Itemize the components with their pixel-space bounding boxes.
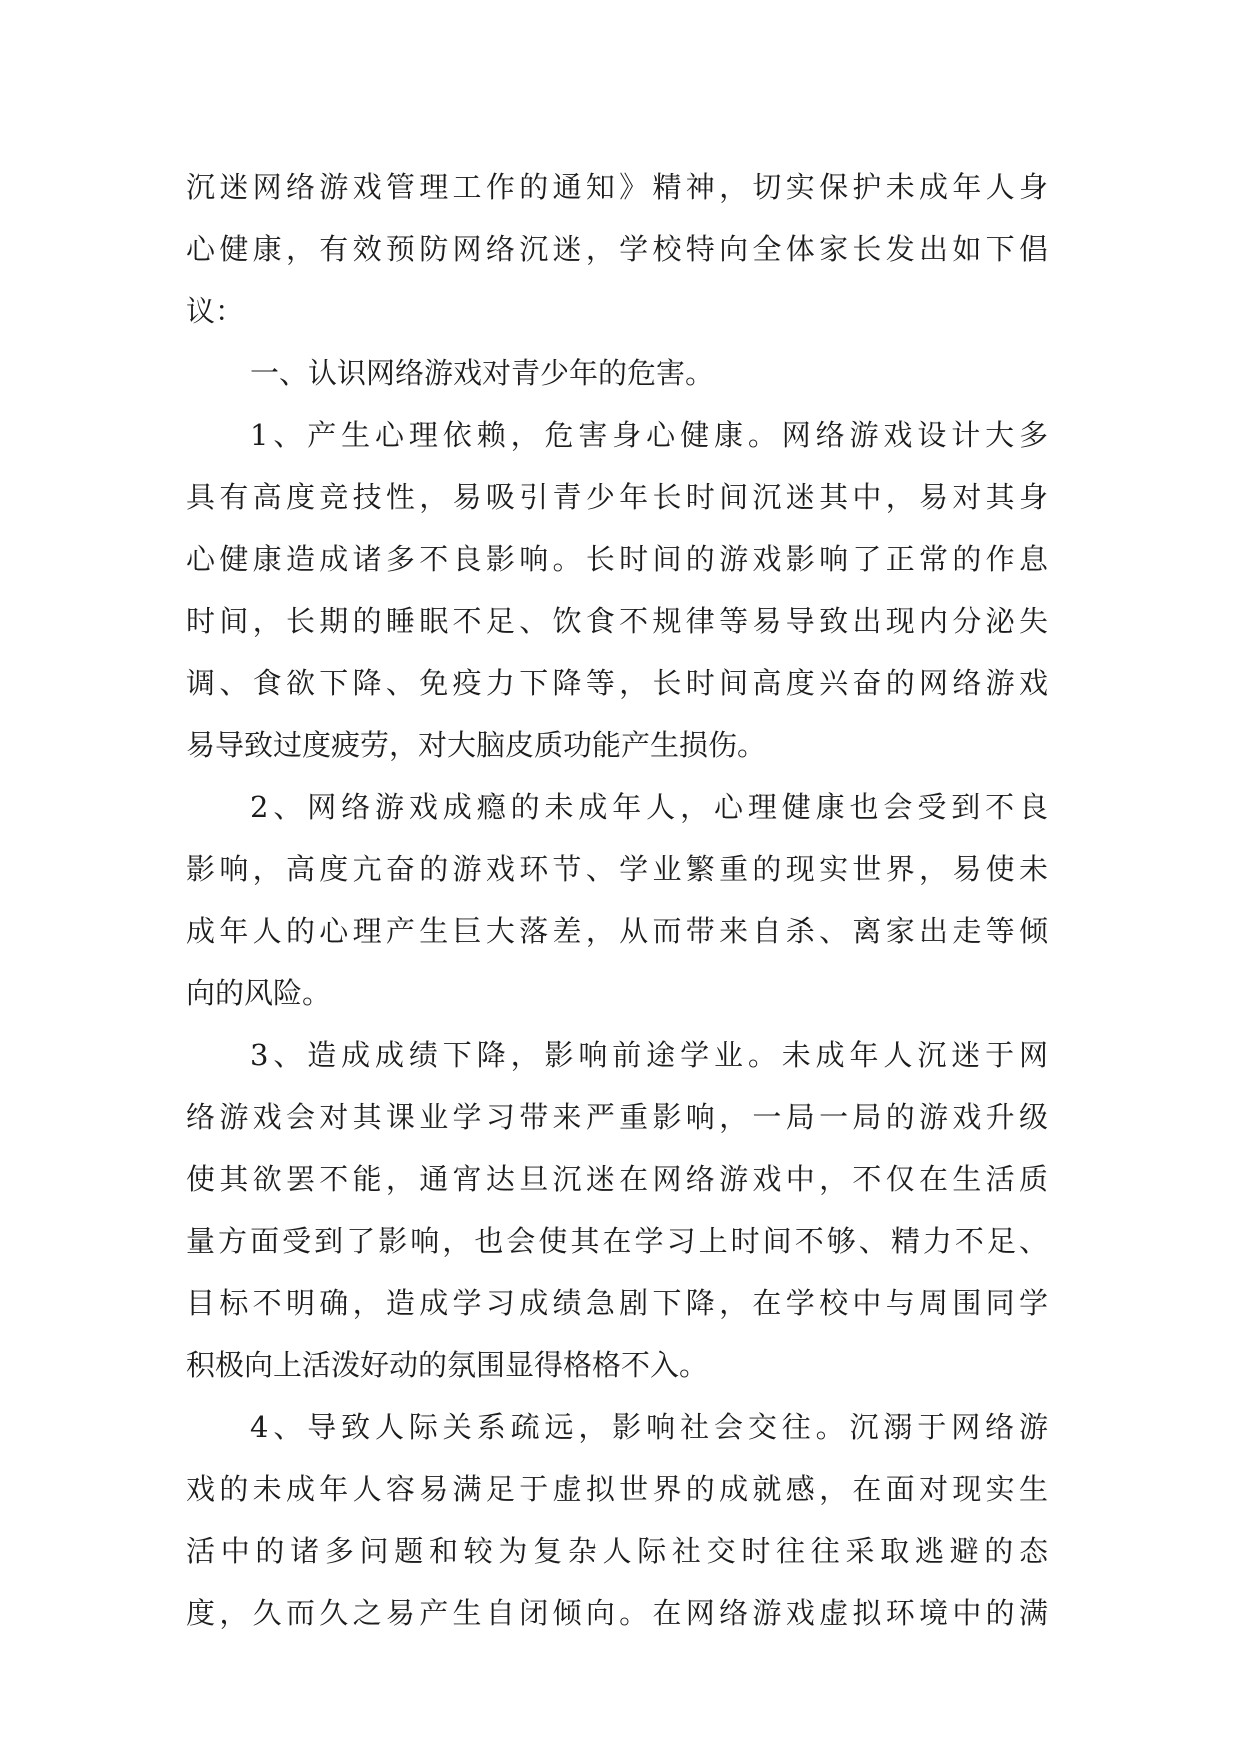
text-line: 2、网络游戏成瘾的未成年人，心理健康也会受到不良: [250, 790, 1048, 824]
section-heading: 一、认识网络游戏对青少年的危害。: [250, 356, 715, 390]
text-line: 积极向上活泼好动的氛围显得格格不入。: [186, 1348, 709, 1382]
text-line: 3、造成成绩下降，影响前途学业。未成年人沉迷于网: [250, 1038, 1048, 1072]
text-line: 向的风险。: [186, 976, 332, 1010]
text-line: 时间，长期的睡眠不足、饮食不规律等易导致出现内分泌失: [186, 604, 1048, 638]
text-line: 活中的诸多问题和较为复杂人际社交时往往采取逃避的态: [186, 1534, 1048, 1568]
text-line: 量方面受到了影响，也会使其在学习上时间不够、精力不足、: [186, 1224, 1048, 1258]
text-line: 沉迷网络游戏管理工作的通知》精神，切实保护未成年人身: [186, 170, 1048, 204]
text-line: 络游戏会对其课业学习带来严重影响，一局一局的游戏升级: [186, 1100, 1048, 1134]
text-line: 度，久而久之易产生自闭倾向。在网络游戏虚拟环境中的满: [186, 1596, 1048, 1630]
text-line: 调、食欲下降、免疫力下降等，长时间高度兴奋的网络游戏: [186, 666, 1048, 700]
text-line: 心健康，有效预防网络沉迷，学校特向全体家长发出如下倡: [186, 232, 1048, 266]
text-line: 心健康造成诸多不良影响。长时间的游戏影响了正常的作息: [186, 542, 1048, 576]
text-line: 使其欲罢不能，通宵达旦沉迷在网络游戏中，不仅在生活质: [186, 1162, 1048, 1196]
text-line: 1、产生心理依赖，危害身心健康。网络游戏设计大多: [250, 418, 1048, 452]
text-line: 具有高度竞技性，易吸引青少年长时间沉迷其中，易对其身: [186, 480, 1048, 514]
text-line: 目标不明确，造成学习成绩急剧下降，在学校中与周围同学: [186, 1286, 1048, 1320]
text-line: 议：: [186, 294, 245, 328]
text-line: 成年人的心理产生巨大落差，从而带来自杀、离家出走等倾: [186, 914, 1048, 948]
document-body: [186, 156, 1048, 1644]
text-line: 影响，高度亢奋的游戏环节、学业繁重的现实世界，易使未: [186, 852, 1048, 886]
text-line: 4、导致人际关系疏远，影响社会交往。沉溺于网络游: [250, 1410, 1048, 1444]
text-line: 戏的未成年人容易满足于虚拟世界的成就感，在面对现实生: [186, 1472, 1048, 1506]
text-line: 易导致过度疲劳，对大脑皮质功能产生损伤。: [186, 728, 767, 762]
